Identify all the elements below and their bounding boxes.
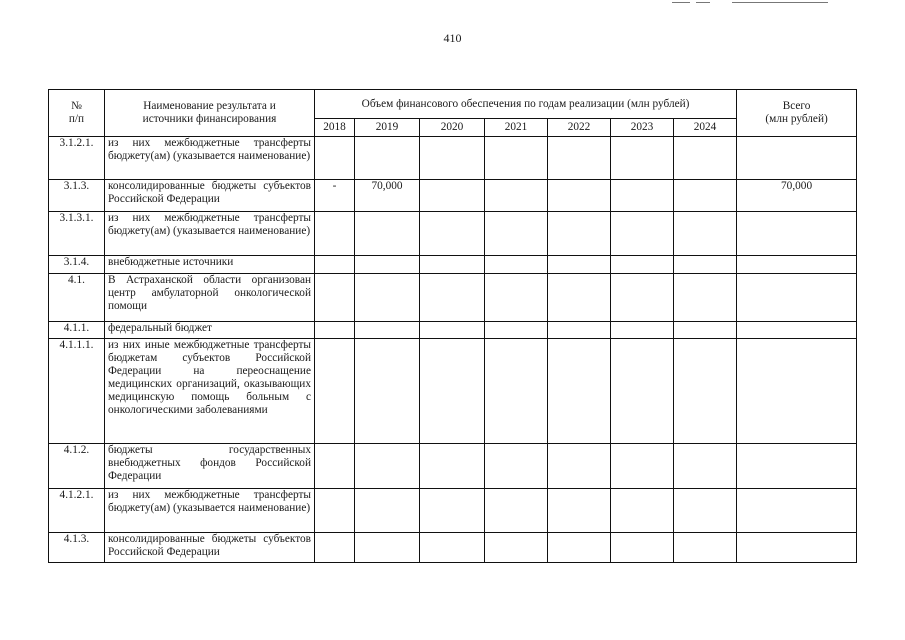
year-value-cell (485, 274, 548, 322)
row-number: 4.1.1.1. (49, 339, 105, 444)
row-number: 3.1.2.1. (49, 137, 105, 180)
header-year: 2018 (315, 119, 355, 137)
year-value-cell (548, 274, 611, 322)
year-value-cell (611, 212, 674, 256)
row-total (737, 274, 857, 322)
row-total: 70,000 (737, 180, 857, 212)
year-value-cell (485, 212, 548, 256)
year-value-cell: 70,000 (355, 180, 420, 212)
header-year: 2023 (611, 119, 674, 137)
row-name: федеральный бюджет (105, 322, 315, 339)
year-value-cell (548, 256, 611, 274)
year-value-cell (485, 256, 548, 274)
year-value-cell (420, 137, 485, 180)
year-value-cell (315, 339, 355, 444)
row-name: из них межбюджетные трансферты бюджету(ам) (указывается наименование) (105, 489, 315, 533)
row-total (737, 339, 857, 444)
page-number: 410 (443, 31, 462, 45)
year-value-cell (355, 137, 420, 180)
row-total (737, 489, 857, 533)
year-value-cell (420, 444, 485, 489)
year-value-cell (315, 533, 355, 563)
year-value-cell (611, 489, 674, 533)
header-total: Всего (млн рублей) (737, 90, 857, 137)
year-value-cell (674, 489, 737, 533)
row-name: бюджеты государственных внебюджетных фондов Российской Федерации (105, 444, 315, 489)
year-value-cell (485, 137, 548, 180)
row-total (737, 533, 857, 563)
year-value-cell (485, 180, 548, 212)
year-value-cell (485, 489, 548, 533)
header-num: № п/п (49, 90, 105, 137)
row-number: 3.1.3. (49, 180, 105, 212)
row-number: 4.1.2. (49, 444, 105, 489)
year-value-cell (548, 137, 611, 180)
top-edge-marks (672, 2, 832, 5)
row-name: из них межбюджетные трансферты бюджету(ам) (указывается наименование) (105, 212, 315, 256)
row-number: 3.1.3.1. (49, 212, 105, 256)
table-row (49, 180, 857, 212)
table-row (49, 256, 857, 274)
year-value-cell (548, 444, 611, 489)
row-number: 4.1.1. (49, 322, 105, 339)
row-total (737, 137, 857, 180)
year-value-cell (548, 489, 611, 533)
year-value-cell (611, 533, 674, 563)
header-year: 2020 (420, 119, 485, 137)
header-year: 2019 (355, 119, 420, 137)
header-year: 2022 (548, 119, 611, 137)
table-row (49, 137, 857, 180)
year-value-cell (611, 274, 674, 322)
year-value-cell (315, 274, 355, 322)
financing-table (48, 89, 857, 563)
year-value-cell (548, 339, 611, 444)
table-row (49, 533, 857, 563)
year-value-cell (420, 533, 485, 563)
table-row (49, 339, 857, 444)
year-value-cell (315, 444, 355, 489)
year-value-cell (485, 322, 548, 339)
year-value-cell (485, 444, 548, 489)
table-row (49, 274, 857, 322)
row-name: В Астраханской области организован центр амбулаторной онкологической помощи (105, 274, 315, 322)
year-value-cell (674, 274, 737, 322)
row-total (737, 444, 857, 489)
row-total (737, 256, 857, 274)
year-value-cell (355, 256, 420, 274)
year-value-cell (548, 212, 611, 256)
year-value-cell (548, 180, 611, 212)
row-number: 4.1. (49, 274, 105, 322)
row-total (737, 212, 857, 256)
year-value-cell (355, 533, 420, 563)
year-value-cell (674, 180, 737, 212)
row-name: консолидированные бюджеты субъектов Российской Федерации (105, 180, 315, 212)
year-value-cell (420, 322, 485, 339)
year-value-cell (611, 444, 674, 489)
year-value-cell (315, 137, 355, 180)
row-name: консолидированные бюджеты субъектов Российской Федерации (105, 533, 315, 563)
year-value-cell (611, 256, 674, 274)
year-value-cell (674, 444, 737, 489)
year-value-cell (355, 322, 420, 339)
year-value-cell (355, 489, 420, 533)
header-year: 2024 (674, 119, 737, 137)
year-value-cell: - (315, 180, 355, 212)
table-row (49, 212, 857, 256)
year-value-cell (315, 256, 355, 274)
header-name: Наименование результата и источники финансирования (105, 90, 315, 137)
row-number: 4.1.3. (49, 533, 105, 563)
year-value-cell (611, 322, 674, 339)
header-year: 2021 (485, 119, 548, 137)
year-value-cell (315, 212, 355, 256)
year-value-cell (548, 322, 611, 339)
year-value-cell (674, 533, 737, 563)
header-volume: Объем финансового обеспечения по годам реализации (млн рублей) (315, 90, 737, 119)
row-number: 3.1.4. (49, 256, 105, 274)
year-value-cell (420, 180, 485, 212)
year-value-cell (420, 274, 485, 322)
year-value-cell (315, 322, 355, 339)
header-row (49, 90, 857, 119)
year-value-cell (420, 489, 485, 533)
row-total (737, 322, 857, 339)
year-value-cell (420, 256, 485, 274)
row-name: из них межбюджетные трансферты бюджету(ам) (указывается наименование) (105, 137, 315, 180)
year-value-cell (355, 444, 420, 489)
table-row (49, 322, 857, 339)
year-value-cell (611, 137, 674, 180)
year-value-cell (420, 212, 485, 256)
row-name: из них иные межбюджетные трансферты бюджетам субъектов Российской Федерации на переоснащение медицинских организаций, оказывающих медицинскую помощь больным с онкологическими заболеваниями (105, 339, 315, 444)
year-value-cell (674, 256, 737, 274)
year-value-cell (674, 212, 737, 256)
year-value-cell (355, 274, 420, 322)
row-number: 4.1.2.1. (49, 489, 105, 533)
year-value-cell (674, 339, 737, 444)
year-value-cell (674, 137, 737, 180)
year-value-cell (485, 533, 548, 563)
year-value-cell (611, 339, 674, 444)
year-value-cell (485, 339, 548, 444)
year-value-cell (355, 212, 420, 256)
table-row (49, 489, 857, 533)
year-value-cell (315, 489, 355, 533)
row-name: внебюджетные источники (105, 256, 315, 274)
table-row (49, 444, 857, 489)
year-value-cell (611, 180, 674, 212)
year-value-cell (355, 339, 420, 444)
year-value-cell (674, 322, 737, 339)
year-value-cell (420, 339, 485, 444)
year-value-cell (548, 533, 611, 563)
